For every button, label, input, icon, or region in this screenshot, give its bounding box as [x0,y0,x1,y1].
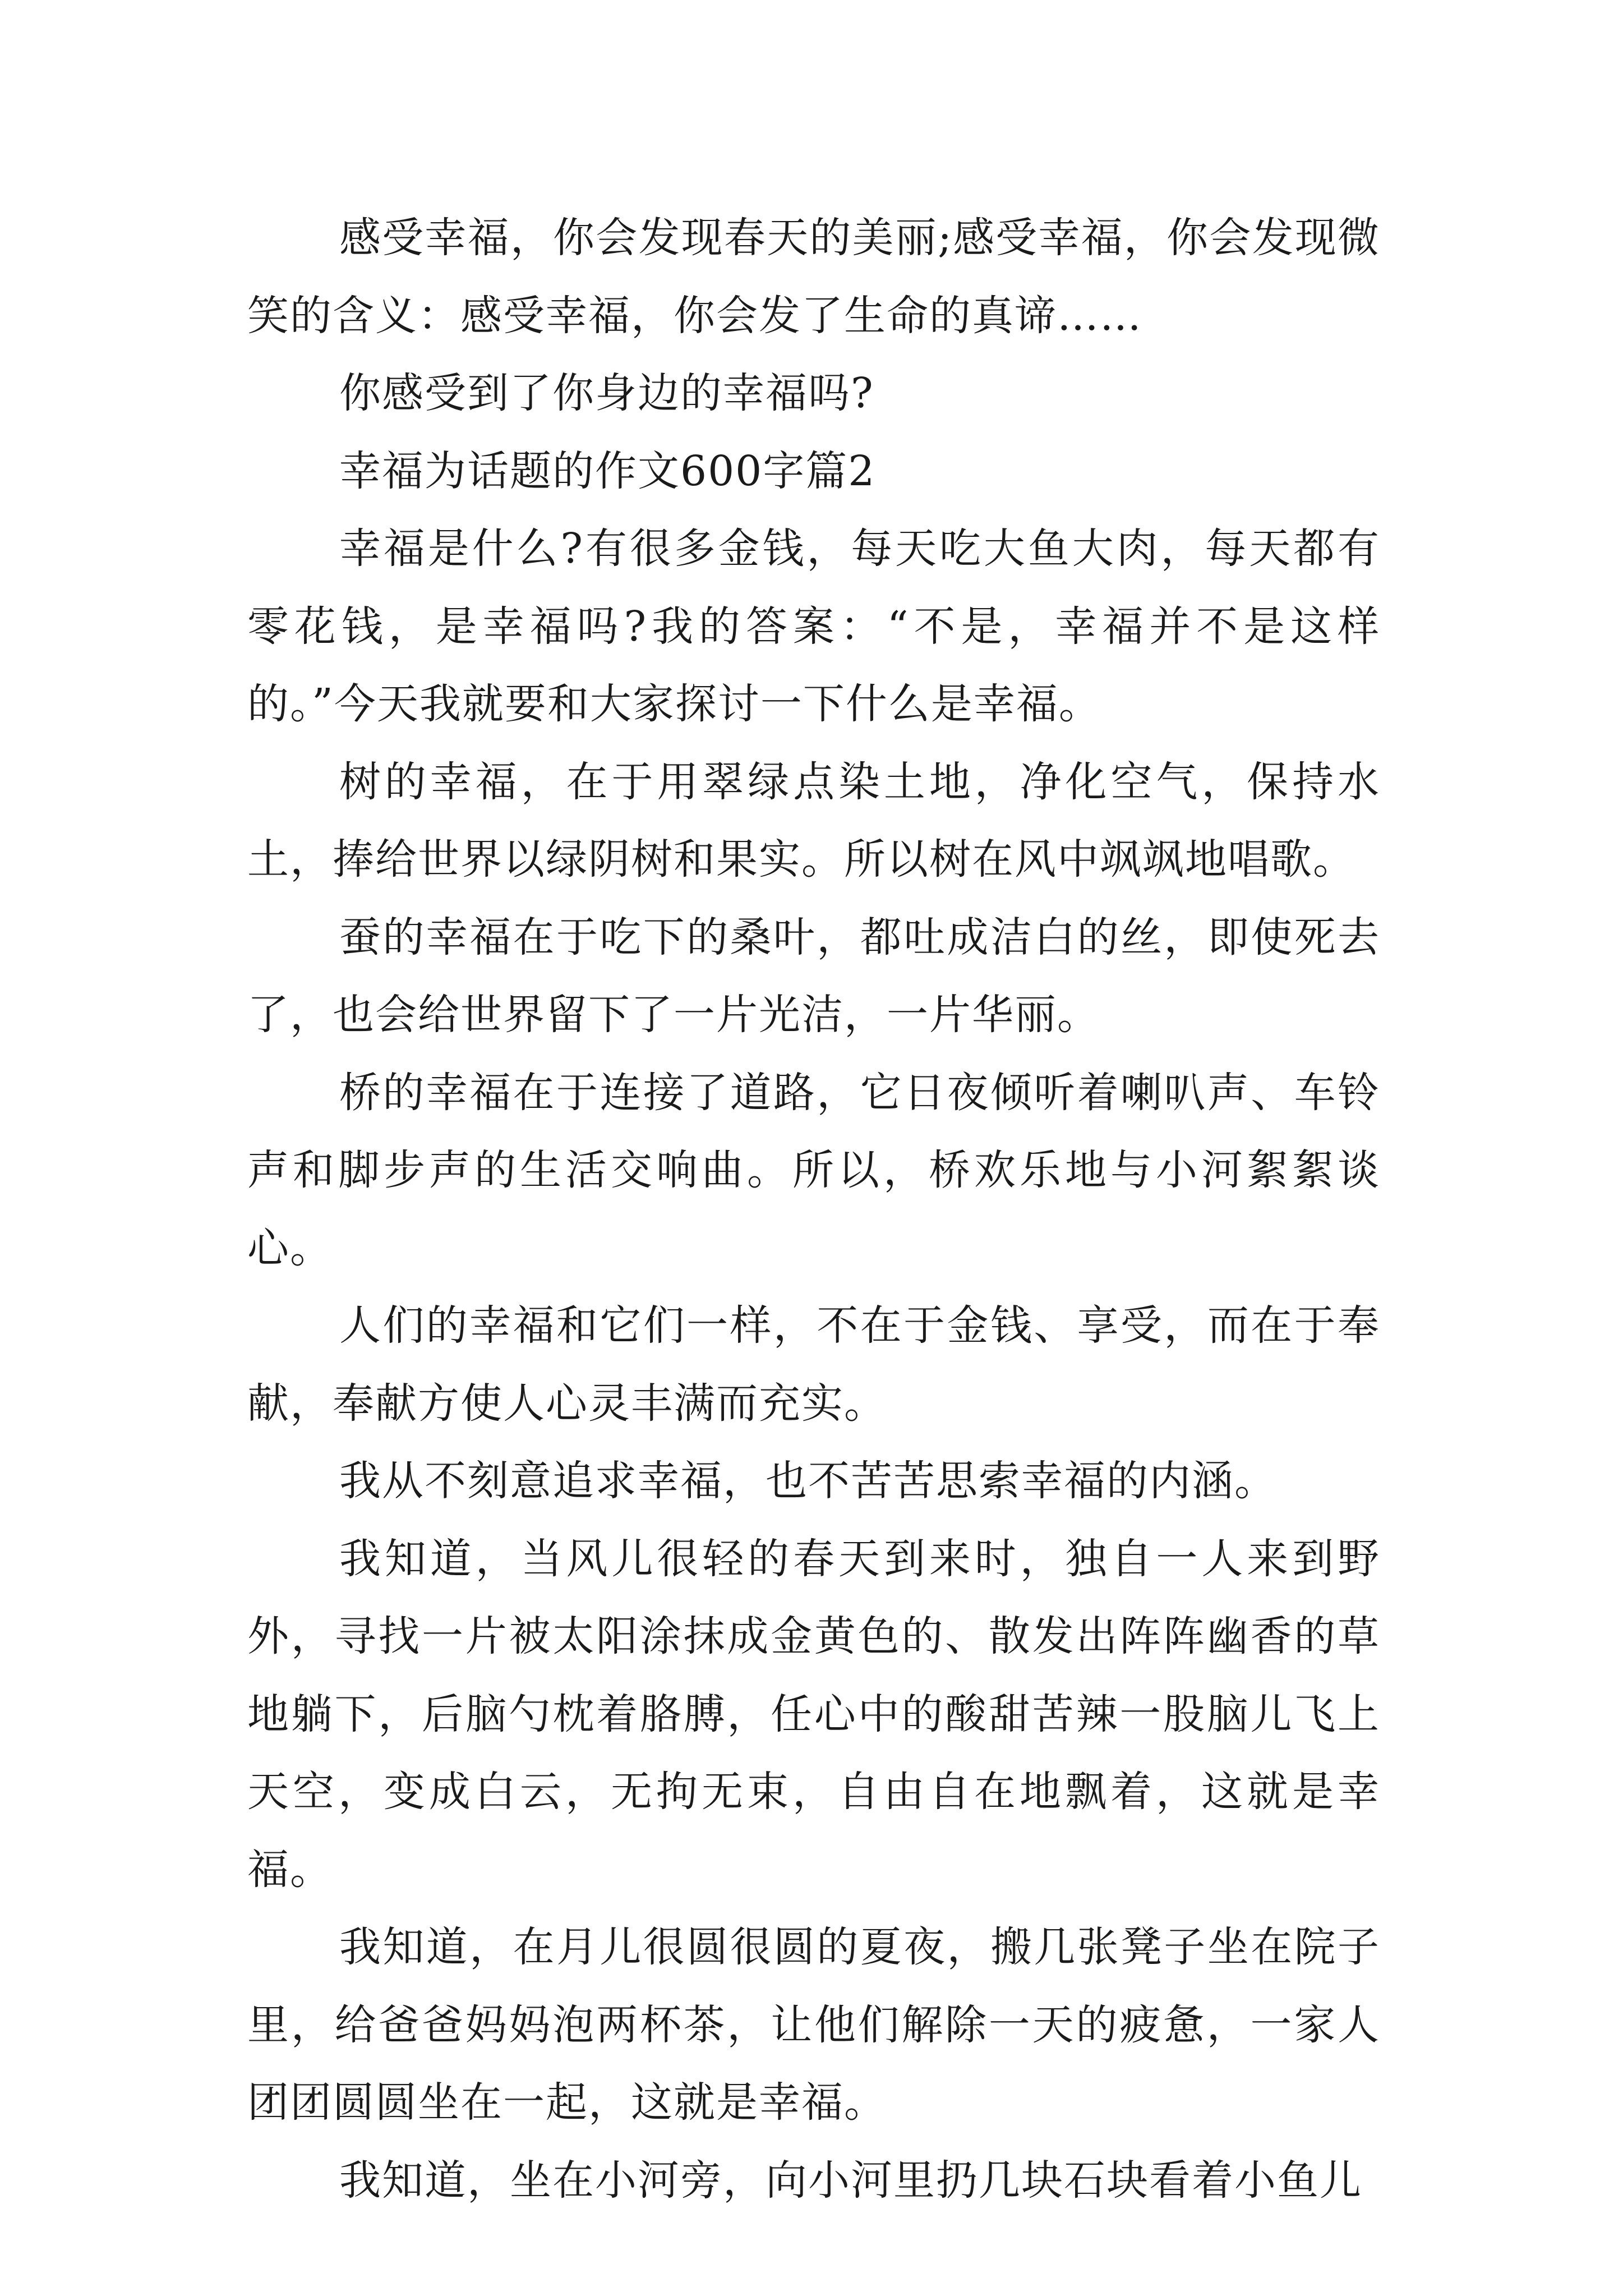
paragraph: 桥的幸福在于连接了道路，它日夜倾听着喇叭声、车铃声和脚步声的生活交响曲。所以，桥欢乐地与小河絮絮谈心。 [247,1068,1380,1272]
paragraph: 你感受到了你身边的幸福吗? [339,369,874,417]
paragraph: 树的幸福，在于用翠绿点染土地，净化空气，保持水土，捧给世界以绿阴树和果实。所以树在风中飒飒地唱歌。 [247,757,1380,884]
paragraph: 人们的幸福和它们一样，不在于金钱、享受，而在于奉献，奉献方使人心灵丰满而充实。 [247,1301,1380,1428]
document-body [247,199,1380,2219]
paragraph: 我知道，当风儿很轻的春天到来时，独自一人来到野外，寻找一片被太阳涂抹成金黄色的、散发出阵阵幽香的草地躺下，后脑勺枕着胳膊，任心中的酸甜苦辣一股脑儿飞上天空，变成白云，无拘无束，自由自在地飘着，这就是幸福。 [247,1534,1380,1894]
paragraph: 幸福是什么?有很多金钱，每天吃大鱼大肉，每天都有零花钱，是幸福吗?我的答案：“不是，幸福并不是这样的。”今天我就要和大家探讨一下什么是幸福。 [247,524,1380,728]
paragraph: 感受幸福，你会发现春天的美丽;感受幸福，你会发现微笑的含义：感受幸福，你会发了生命的真谛…… [247,214,1380,340]
paragraph: 我知道，坐在小河旁，向小河里扔几块石块看着小鱼儿 [339,2156,1362,2205]
paragraph: 我知道，在月儿很圆很圆的夏夜，搬几张凳子坐在院子里，给爸爸妈妈泡两杯茶，让他们解除一天的疲惫，一家人团团圆圆坐在一起，这就是幸福。 [247,1923,1380,2127]
paragraph: 蚕的幸福在于吃下的桑叶，都吐成洁白的丝，即使死去了，也会给世界留下了一片光洁，一片华丽。 [247,913,1380,1039]
section-heading: 幸福为话题的作文600字篇2 [339,447,876,495]
paragraph: 我从不刻意追求幸福，也不苦苦思索幸福的内涵。 [339,1457,1277,1505]
